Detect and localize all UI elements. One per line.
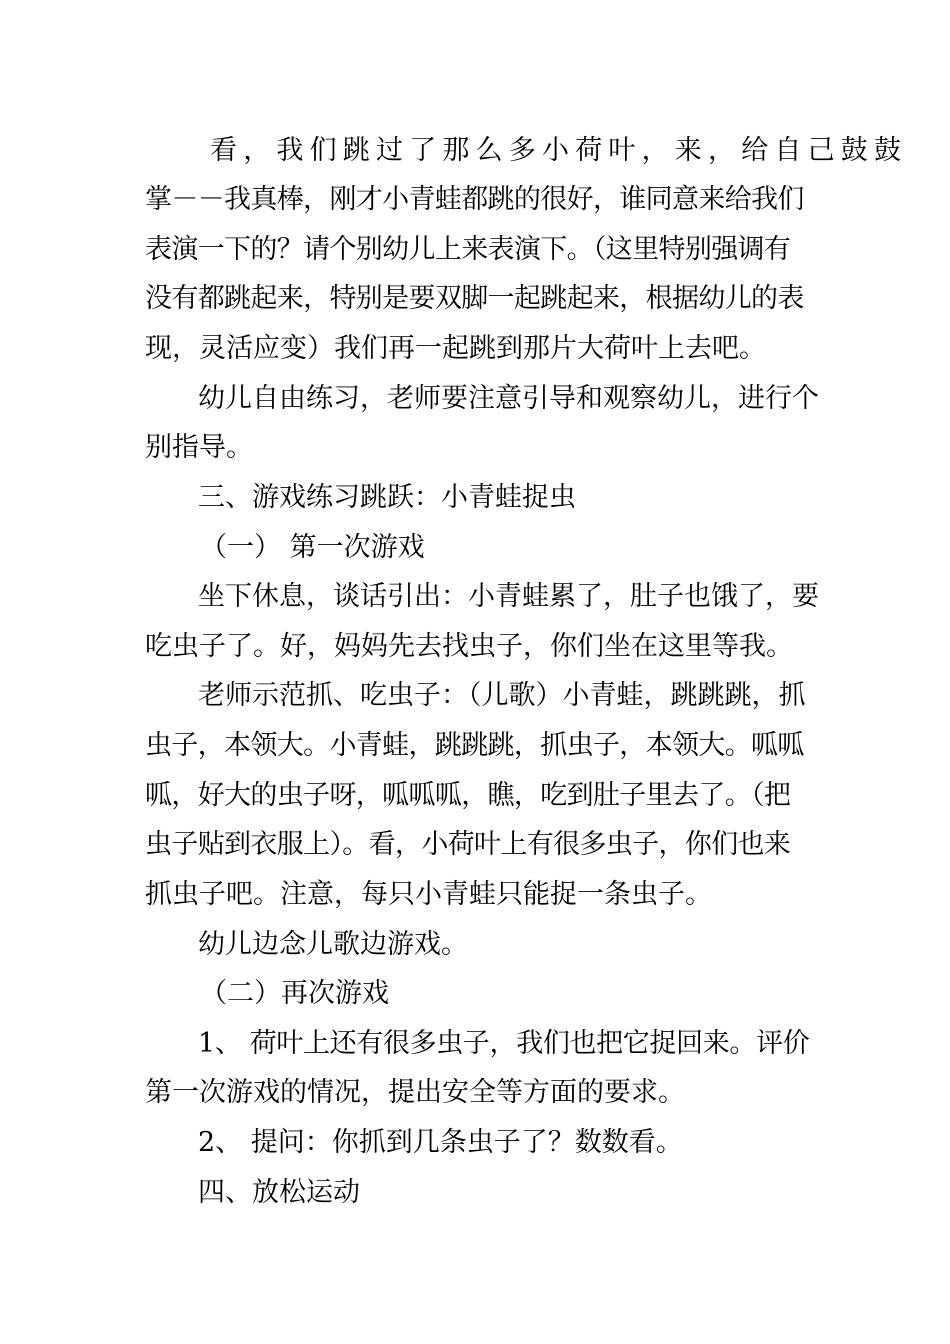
section-heading-3: 三、游戏练习跳跃：小青蛙捉虫 bbox=[198, 482, 576, 513]
text-line-10: 坐下休息，谈话引出：小青蛙累了，肚子也饿了，要 bbox=[198, 581, 819, 612]
text-line-19: 1、 荷叶上还有很多虫子，我们也把它捉回来。评价 bbox=[198, 1028, 810, 1059]
subsection-heading-1: （一） 第一次游戏 bbox=[200, 532, 425, 563]
text-line-14: 呱，好大的虫子呀，呱呱呱，瞧，吃到肚子里去了。（把 bbox=[145, 780, 791, 811]
section-heading-4: 四、放松运动 bbox=[198, 1177, 360, 1208]
text-line-17: 幼儿边念儿歌边游戏。 bbox=[198, 929, 468, 960]
text-line-20: 第一次游戏的情况，提出安全等方面的要求。 bbox=[145, 1077, 685, 1108]
subsection-heading-2: （二）再次游戏 bbox=[200, 978, 389, 1009]
text-line-21: 2、 提问：你抓到几条虫子了？数数看。 bbox=[198, 1127, 683, 1158]
text-line-4: 没有都跳起来，特别是要双脚一起跳起来，根据幼儿的表 bbox=[145, 283, 804, 314]
text-line-2: 掌－－我真棒，刚才小青蛙都跳的很好，谁同意来给我们 bbox=[145, 184, 804, 215]
text-line-13: 虫子，本领大。小青蛙，跳跳跳，抓虫子，本领大。呱呱 bbox=[145, 730, 804, 761]
text-line-16: 抓虫子吧。注意，每只小青蛙只能捉一条虫子。 bbox=[145, 879, 712, 910]
text-line-6: 幼儿自由练习，老师要注意引导和观察幼儿，进行个 bbox=[198, 383, 819, 414]
text-line-11: 吃虫子了。好，妈妈先去找虫子，你们坐在这里等我。 bbox=[145, 631, 793, 662]
text-line-12: 老师示范抓、吃虫子：（儿歌）小青蛙，跳跳跳，抓 bbox=[198, 680, 806, 711]
text-line-5: 现，灵活应变）我们再一起跳到那片大荷叶上去吧。 bbox=[145, 333, 766, 364]
text-line-7: 别指导。 bbox=[145, 432, 253, 463]
text-line-15: 虫子贴到衣服上）。看，小荷叶上有很多虫子，你们也来 bbox=[145, 829, 791, 860]
text-line-3: 表演一下的？请个别幼儿上来表演下。（这里特别强调有 bbox=[145, 234, 791, 265]
text-line-1: 看，我们跳过了那么多小荷叶，来，给自己鼓鼓 bbox=[210, 135, 908, 166]
